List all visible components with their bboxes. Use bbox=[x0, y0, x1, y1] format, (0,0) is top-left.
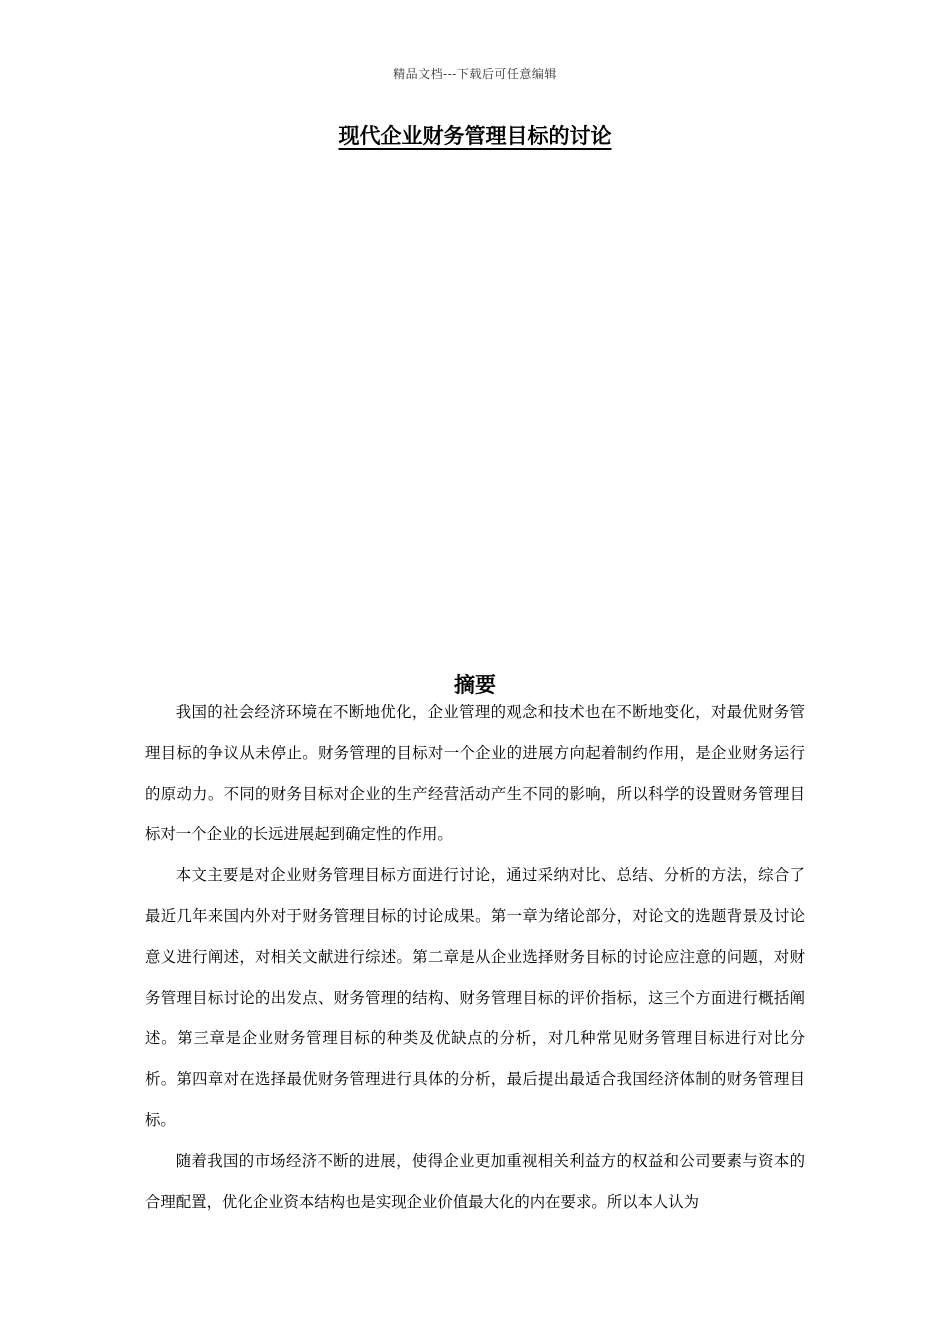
header-note: 精品文档---下载后可任意编辑 bbox=[393, 67, 557, 81]
document-title: 现代企业财务管理目标的讨论 bbox=[338, 124, 612, 148]
abstract-paragraph-2: 本文主要是对企业财务管理目标方面进行讨论，通过采纳对比、总结、分析的方法，综合了最近几年来国内外对于财务管理目标的讨论成果。第一章为绪论部分，对论文的选题背景及讨论意义进行阐述，对相关文献进行综述。第二章是从企业选择财务目标的讨论应注意的问题，对财务管理目标讨论的出发点、财务管理的结构、财务管理目标的评价指标，这三个方面进行概括阐述。第三章是企业财务管理目标的种类及优缺点的分析，对几种常见财务管理目标进行对比分析。第四章对在选择最优财务管理进行具体的分析，最后提出最适合我国经济体制的财务管理目标。 bbox=[145, 866, 805, 1129]
abstract-body bbox=[145, 692, 805, 1222]
abstract-heading: 摘要 bbox=[454, 673, 496, 697]
abstract-paragraph-3: 随着我国的市场经济不断的进展，使得企业更加重视相关利益方的权益和公司要素与资本的合理配置，优化企业资本结构也是实现企业价值最大化的内在要求。所以本人认为 bbox=[145, 1151, 805, 1211]
abstract-paragraph-1: 我国的社会经济环境在不断地优化，企业管理的观念和技术也在不断地变化，对最优财务管理目标的争议从未停止。财务管理的目标对一个企业的进展方向起着制约作用，是企业财务运行的原动力。不同的财务目标对企业的生产经营活动产生不同的影响，所以科学的设置财务管理目标对一个企业的长远进展起到确定性的作用。 bbox=[145, 703, 805, 844]
